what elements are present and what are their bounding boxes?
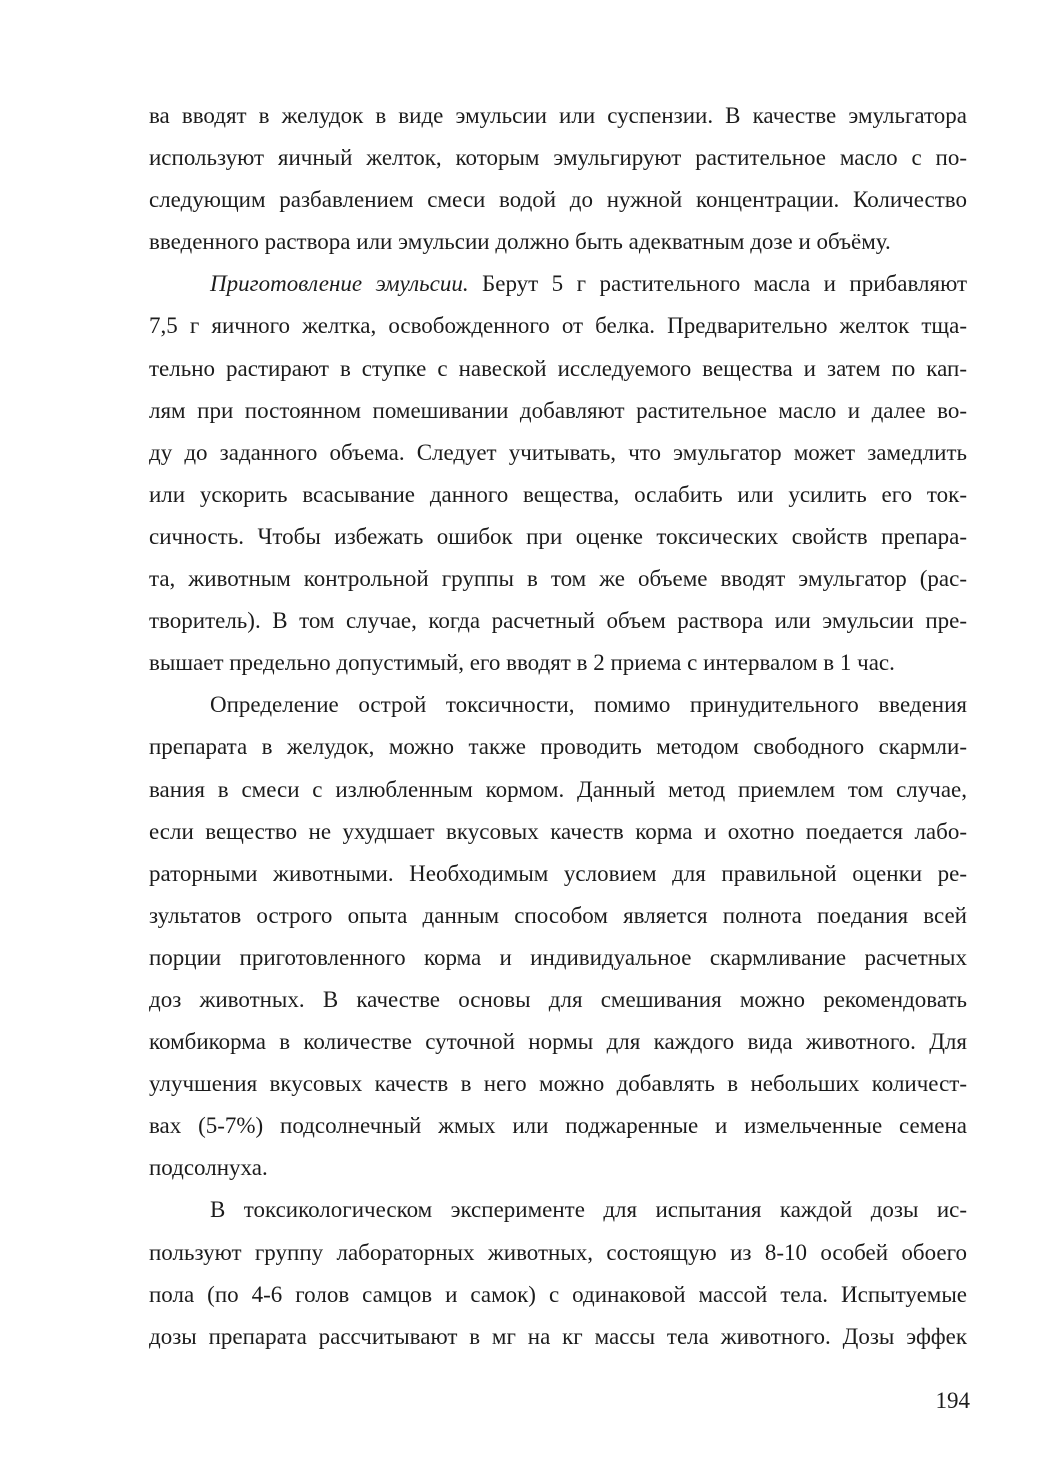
paragraph-1 <box>149 95 967 263</box>
text-line: та, животным контрольной группы в том же объеме вводят эмульгатор (рас- <box>149 566 967 592</box>
paragraph-4 <box>149 1189 967 1357</box>
text-line: порции приготовленного корма и индивидуальное скармливание расчетных <box>149 944 967 970</box>
text-line: вания в смеси с излюбленным кормом. Данный метод приемлем том случае, <box>149 776 967 802</box>
text-line: следующим разбавлением смеси водой до нужной концентрации. Количество <box>149 187 967 213</box>
text-line: комбикорма в количестве суточной нормы для каждого вида животного. Для <box>149 1029 967 1055</box>
text-line: вышает предельно допустимый, его вводят в 2 приема с интервалом в 1 час. <box>149 650 895 676</box>
text-line: дозы препарата рассчитывают в мг на кг массы тела животного. Дозы эффек <box>149 1323 967 1349</box>
emulsion-heading: Приготовление эмульсии. <box>210 271 469 297</box>
text-line: введенного раствора или эмульсии должно быть адекватным дозе и объёму. <box>149 229 891 255</box>
text-line: если вещество не ухудшает вкусовых качеств корма и охотно поедается лабо- <box>149 818 967 844</box>
text-line: доз животных. В качестве основы для смешивания можно рекомендовать <box>149 986 967 1012</box>
text-line: или ускорить всасывание данного вещества, ослабить или усилить его ток- <box>149 481 967 507</box>
text-line: пола (по 4-6 голов самцов и самок) с одинаковой массой тела. Испытуемые <box>149 1281 967 1307</box>
text-line: улучшения вкусовых качеств в него можно добавлять в небольших количест- <box>149 1071 967 1097</box>
text-line <box>149 263 967 305</box>
text-line: используют яичный желток, которым эмульгируют растительное масло с по- <box>149 145 967 171</box>
paragraph-2 <box>149 263 967 684</box>
text-line: тельно растирают в ступке с навеской исследуемого вещества и затем по кап- <box>149 355 967 381</box>
text-line: лям при постоянном помешивании добавляют растительное масло и далее во- <box>149 397 967 423</box>
text-line: раторными животными. Необходимым условием для правильной оценки ре- <box>149 860 967 886</box>
text-line: сичность. Чтобы избежать ошибок при оценке токсических свойств препара- <box>149 523 967 549</box>
paragraph-3 <box>149 684 967 1189</box>
text-line: ва вводят в желудок в виде эмульсии или суспензии. В качестве эмульгатора <box>149 103 967 128</box>
text-line-rest: Берут 5 г растительного масла и прибавляют <box>468 271 967 297</box>
text-line: подсолнуха. <box>149 1155 268 1181</box>
text-line: зультатов острого опыта данным способом является полнота поедания всей <box>149 902 967 928</box>
text-line: вах (5-7%) подсолнечный жмых или поджаренные и измельченные семена <box>149 1113 967 1139</box>
text-line: В токсикологическом эксперименте для испытания каждой дозы ис- <box>210 1197 967 1223</box>
text-line: пользуют группу лабораторных животных, состоящую из 8-10 особей обоего <box>149 1239 967 1265</box>
text-line: Определение острой токсичности, помимо принудительного введения <box>210 692 967 718</box>
text-line: ду до заданного объема. Следует учитывать, что эмульгатор может замедлить <box>149 439 967 465</box>
text-line: 7,5 г яичного желтка, освобожденного от белка. Предварительно желток тща- <box>149 313 967 339</box>
page-number: 194 <box>935 1388 970 1413</box>
text-line: препарата в желудок, можно также проводить методом свободного скармли- <box>149 734 967 760</box>
text-line: творитель). В том случае, когда расчетный объем раствора или эмульсии пре- <box>149 608 967 634</box>
body-text <box>149 95 967 1358</box>
